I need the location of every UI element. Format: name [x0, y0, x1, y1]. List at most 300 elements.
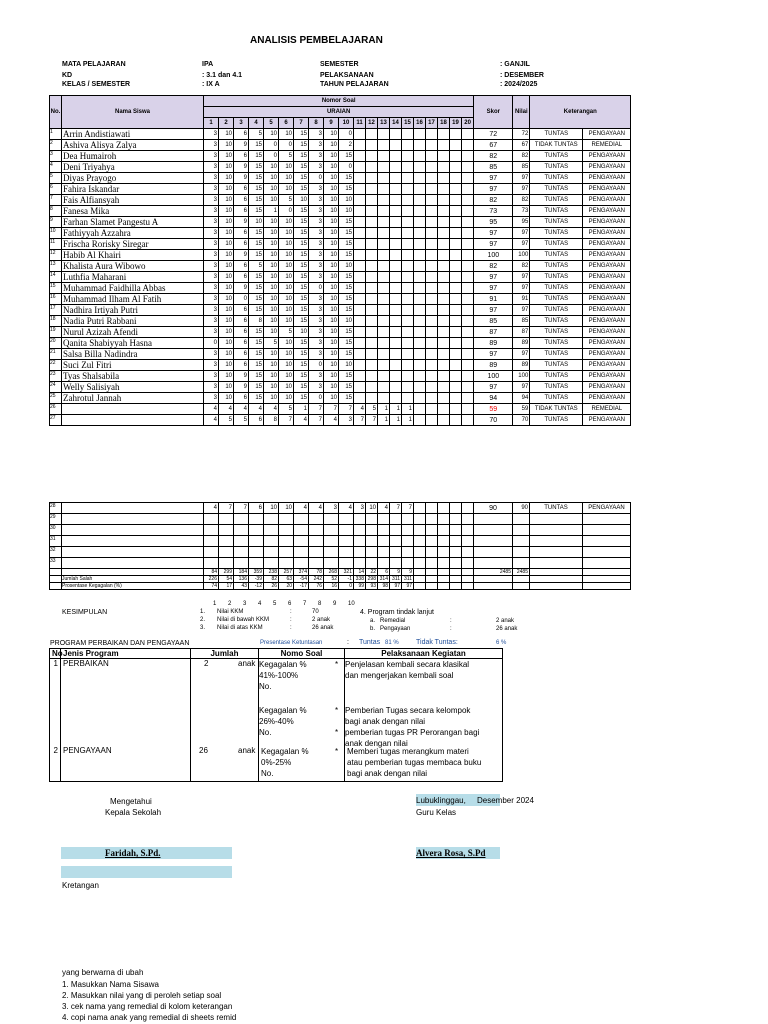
- kesimpulan-value: 70: [312, 609, 319, 615]
- presentase-label: Presentase Ketuntasan: [260, 640, 323, 646]
- score-cell: 10: [264, 184, 279, 195]
- program-num: a.: [370, 618, 376, 624]
- score-cell: [402, 338, 414, 349]
- score-cell: 10: [324, 206, 339, 217]
- tahun-value: : 2024/2025: [500, 81, 538, 88]
- score-cell: 3: [204, 250, 219, 261]
- nilai-cell: 82: [513, 261, 530, 272]
- score-cell: [450, 338, 462, 349]
- note-item: 4. copi nama anak yang remedial di sheets remid: [62, 1013, 237, 1022]
- tahun-label: TAHUN PELAJARAN: [320, 81, 389, 88]
- score-cell: 3: [309, 129, 324, 140]
- score-cell: [402, 536, 414, 547]
- kesimpulan-colon: :: [290, 617, 292, 623]
- nilai-cell: 70: [513, 415, 530, 426]
- score-cell: 0: [234, 294, 249, 305]
- score-cell: 10: [279, 272, 294, 283]
- score-cell: [366, 283, 378, 294]
- score-cell: 10: [264, 173, 279, 184]
- score-cell: [309, 558, 324, 569]
- score-cell: [414, 316, 426, 327]
- skor-cell: 85: [474, 316, 513, 327]
- summary-cell: [438, 569, 450, 576]
- summary-cell: 136: [234, 576, 249, 583]
- prog-row2-anak: anak: [238, 745, 256, 755]
- score-cell: 15: [339, 250, 354, 261]
- score-cell: 10: [264, 162, 279, 173]
- score-cell: [378, 261, 390, 272]
- nilai-cell: 97: [513, 173, 530, 184]
- row-number: 16: [50, 294, 62, 305]
- soal-number-header: 14: [390, 118, 402, 129]
- summary-cell: 338: [354, 576, 366, 583]
- score-cell: [414, 140, 426, 151]
- score-cell: [354, 206, 366, 217]
- soal-number-header: 8: [309, 118, 324, 129]
- keterangan-status: TIDAK TUNTAS: [530, 404, 583, 415]
- score-cell: [354, 349, 366, 360]
- row-number: 19: [50, 327, 62, 338]
- summary-cell: 374: [294, 569, 309, 576]
- student-name: Nadia Putri Rabbani: [62, 316, 204, 327]
- score-cell: [426, 261, 438, 272]
- score-cell: 3: [204, 184, 219, 195]
- score-cell: [390, 250, 402, 261]
- row-number: 31: [50, 536, 62, 547]
- score-cell: [354, 316, 366, 327]
- score-cell: [402, 371, 414, 382]
- score-cell: [438, 360, 450, 371]
- score-cell: [462, 371, 474, 382]
- score-cell: 10: [219, 294, 234, 305]
- keterangan-program: REMEDIAL: [583, 140, 631, 151]
- summary-cell: [462, 569, 474, 576]
- score-cell: 10: [264, 382, 279, 393]
- score-cell: 15: [339, 239, 354, 250]
- score-cell: [390, 316, 402, 327]
- score-cell: 3: [309, 349, 324, 360]
- score-cell: [402, 294, 414, 305]
- program-colon: :: [450, 618, 452, 624]
- score-cell: 15: [339, 305, 354, 316]
- score-cell: 3: [204, 316, 219, 327]
- row-number: 26: [50, 404, 62, 415]
- score-cell: 9: [234, 162, 249, 173]
- score-cell: [354, 393, 366, 404]
- score-cell: 3: [324, 503, 339, 514]
- guru-name: Alvera Rosa, S.Pd: [416, 848, 486, 858]
- summary-cell: [450, 576, 462, 583]
- nilai-cell: 72: [513, 129, 530, 140]
- soal-number-footer-item: 1: [213, 601, 217, 607]
- score-cell: 15: [294, 239, 309, 250]
- score-cell: 7: [234, 503, 249, 514]
- score-cell: 1: [264, 206, 279, 217]
- soal-number-header: 10: [339, 118, 354, 129]
- score-cell: 10: [339, 316, 354, 327]
- score-cell: 9: [234, 173, 249, 184]
- score-cell: [402, 206, 414, 217]
- row-number: 21: [50, 349, 62, 360]
- score-cell: [402, 184, 414, 195]
- row-number: 15: [50, 283, 62, 294]
- score-cell: [450, 261, 462, 272]
- score-cell: [234, 558, 249, 569]
- score-cell: [402, 228, 414, 239]
- student-name: Nurul Azizah Afendi: [62, 327, 204, 338]
- skor-cell: 97: [474, 283, 513, 294]
- keterangan-program: PENGAYAAN: [583, 173, 631, 184]
- score-cell: [219, 514, 234, 525]
- score-cell: [264, 525, 279, 536]
- row-number: 3: [50, 151, 62, 162]
- score-cell: [354, 239, 366, 250]
- table-row: [50, 349, 631, 360]
- score-cell: [426, 305, 438, 316]
- score-cell: [450, 195, 462, 206]
- keterangan-program: REMEDIAL: [583, 404, 631, 415]
- summary-empty: [530, 583, 583, 590]
- score-cell: 10: [264, 371, 279, 382]
- score-cell: [354, 272, 366, 283]
- score-cell: [378, 349, 390, 360]
- score-cell: [366, 514, 378, 525]
- score-cell: [414, 349, 426, 360]
- keterangan-program: PENGAYAAN: [583, 239, 631, 250]
- summary-cell: 93: [366, 583, 378, 590]
- score-cell: [414, 217, 426, 228]
- score-cell: 6: [234, 393, 249, 404]
- student-name: Nadhira Irtiyah Putri: [62, 305, 204, 316]
- prog-row2-ket: Memberi tugas merangkum materi atau pemberian tugas membaca buku bagi anak dengan nilai: [347, 746, 482, 778]
- skor-cell: 97: [474, 272, 513, 283]
- summary-cell: 321: [339, 569, 354, 576]
- score-cell: 15: [339, 393, 354, 404]
- nilai-cell: 95: [513, 217, 530, 228]
- score-cell: 9: [234, 283, 249, 294]
- score-cell: [414, 173, 426, 184]
- summary-cell: [462, 576, 474, 583]
- row-number: 7: [50, 195, 62, 206]
- score-cell: 10: [279, 261, 294, 272]
- score-cell: 15: [249, 371, 264, 382]
- soal-number-footer-item: 10: [348, 601, 355, 607]
- score-cell: [462, 173, 474, 184]
- kesimpulan-colon: :: [290, 609, 292, 615]
- student-name: [62, 404, 204, 415]
- keterangan-program: PENGAYAAN: [583, 195, 631, 206]
- score-cell: 15: [339, 272, 354, 283]
- table-row: [50, 195, 631, 206]
- score-cell: [390, 129, 402, 140]
- score-cell: 15: [249, 162, 264, 173]
- nilai-cell: [513, 547, 530, 558]
- score-cell: [426, 382, 438, 393]
- score-cell: 10: [279, 228, 294, 239]
- nilai-cell: 97: [513, 272, 530, 283]
- score-cell: [390, 283, 402, 294]
- pelaksanaan-label: PELAKSANAAN: [320, 72, 374, 79]
- score-cell: [462, 239, 474, 250]
- score-cell: [294, 547, 309, 558]
- score-cell: [438, 536, 450, 547]
- score-cell: 3: [204, 206, 219, 217]
- score-cell: [402, 558, 414, 569]
- score-cell: 10: [219, 327, 234, 338]
- student-name: Ashiva Alisya Zalya: [62, 140, 204, 151]
- score-cell: 15: [249, 294, 264, 305]
- row-number: 24: [50, 382, 62, 393]
- summary-cell: [438, 576, 450, 583]
- summary-cell: 82: [264, 576, 279, 583]
- score-cell: 10: [279, 503, 294, 514]
- soal-number-header: 11: [354, 118, 366, 129]
- score-cell: 10: [219, 151, 234, 162]
- score-cell: [414, 305, 426, 316]
- score-cell: [462, 349, 474, 360]
- score-cell: 0: [264, 151, 279, 162]
- kepala-sekolah-label: Kepala Sekolah: [105, 808, 162, 817]
- table-row: [50, 261, 631, 272]
- score-cell: [390, 173, 402, 184]
- keterangan-status: TUNTAS: [530, 162, 583, 173]
- score-cell: [390, 239, 402, 250]
- score-cell: [354, 536, 366, 547]
- score-cell: [414, 393, 426, 404]
- score-cell: [390, 382, 402, 393]
- score-cell: 10: [279, 349, 294, 360]
- skor-cell: 97: [474, 173, 513, 184]
- score-cell: [462, 415, 474, 426]
- score-cell: 5: [219, 415, 234, 426]
- score-cell: [354, 382, 366, 393]
- score-cell: 15: [249, 250, 264, 261]
- score-cell: [249, 547, 264, 558]
- score-cell: [390, 360, 402, 371]
- keterangan-status: TUNTAS: [530, 316, 583, 327]
- student-name: Muhammad Ilham Al Fatih: [62, 294, 204, 305]
- score-cell: [354, 250, 366, 261]
- score-cell: 0: [279, 140, 294, 151]
- score-cell: 3: [309, 162, 324, 173]
- summary-nilai: 2485: [513, 569, 530, 576]
- score-cell: [402, 514, 414, 525]
- score-cell: [426, 371, 438, 382]
- skor-cell: 70: [474, 415, 513, 426]
- score-cell: 10: [279, 184, 294, 195]
- score-cell: 6: [234, 129, 249, 140]
- nilai-cell: [513, 514, 530, 525]
- score-cell: 10: [339, 261, 354, 272]
- score-cell: 10: [219, 228, 234, 239]
- student-name: [62, 558, 204, 569]
- score-cell: 10: [264, 272, 279, 283]
- score-cell: [462, 360, 474, 371]
- table-row: [50, 294, 631, 305]
- score-cell: 3: [204, 305, 219, 316]
- score-cell: 1: [402, 404, 414, 415]
- score-cell: 15: [339, 151, 354, 162]
- score-cell: 10: [279, 250, 294, 261]
- score-cell: 10: [279, 305, 294, 316]
- signature-date: Desember 2024: [477, 796, 534, 805]
- score-cell: [378, 558, 390, 569]
- summary-cell: 242: [309, 576, 324, 583]
- score-cell: [402, 349, 414, 360]
- score-cell: [354, 184, 366, 195]
- score-cell: [438, 547, 450, 558]
- score-cell: [462, 184, 474, 195]
- skor-cell: 72: [474, 129, 513, 140]
- skor-cell: 59: [474, 404, 513, 415]
- score-cell: [204, 536, 219, 547]
- score-cell: [402, 250, 414, 261]
- score-cell: [450, 228, 462, 239]
- nilai-cell: 73: [513, 206, 530, 217]
- table-row: [50, 503, 631, 514]
- score-cell: [366, 305, 378, 316]
- keterangan-status: TUNTAS: [530, 305, 583, 316]
- score-cell: 4: [309, 503, 324, 514]
- score-cell: [414, 338, 426, 349]
- score-cell: 3: [204, 261, 219, 272]
- score-cell: [378, 371, 390, 382]
- score-cell: [414, 415, 426, 426]
- score-cell: [426, 195, 438, 206]
- prog-row1-no: 1: [50, 659, 61, 746]
- score-cell: 1: [402, 415, 414, 426]
- score-cell: [462, 283, 474, 294]
- skor-cell: 89: [474, 338, 513, 349]
- score-cell: 3: [204, 173, 219, 184]
- score-cell: [354, 261, 366, 272]
- program-label: Remedial: [380, 618, 406, 624]
- score-cell: 4: [219, 404, 234, 415]
- score-cell: [438, 404, 450, 415]
- soal-number-header: 17: [426, 118, 438, 129]
- kesimpulan-label: Nilai di atas KKM: [217, 625, 263, 631]
- score-cell: [378, 382, 390, 393]
- score-cell: 1: [378, 415, 390, 426]
- score-cell: 15: [339, 184, 354, 195]
- score-cell: 15: [294, 294, 309, 305]
- score-cell: 10: [219, 217, 234, 228]
- score-cell: [450, 349, 462, 360]
- table-row: [50, 316, 631, 327]
- row-number: 14: [50, 272, 62, 283]
- score-cell: [366, 184, 378, 195]
- score-cell: [354, 195, 366, 206]
- prog-row1-ket-b: Pemberian Tugas secara kelompok bagi anak dengan nilai: [345, 706, 471, 726]
- soal-number-footer: [203, 600, 353, 608]
- keterangan-status: [530, 547, 583, 558]
- summary-cell: 74: [204, 583, 219, 590]
- score-cell: 10: [324, 162, 339, 173]
- score-cell: 10: [279, 316, 294, 327]
- soal-number-footer-item: 6: [288, 601, 292, 607]
- soal-number-header: 15: [402, 118, 414, 129]
- score-cell: 6: [234, 349, 249, 360]
- keterangan-status: [530, 558, 583, 569]
- soal-number-header: 2: [219, 118, 234, 129]
- score-cell: [450, 393, 462, 404]
- score-cell: [378, 514, 390, 525]
- score-cell: [462, 228, 474, 239]
- bullet-star: *: [335, 746, 339, 756]
- score-cell: 10: [279, 294, 294, 305]
- soal-number-footer-item: 4: [258, 601, 262, 607]
- score-cell: [390, 294, 402, 305]
- table-row: [50, 558, 631, 569]
- score-cell: 4: [324, 415, 339, 426]
- summary-cell: 26: [264, 583, 279, 590]
- summary-row: [50, 576, 631, 583]
- keterangan-status: TUNTAS: [530, 250, 583, 261]
- score-cell: 10: [219, 195, 234, 206]
- score-cell: [390, 140, 402, 151]
- score-cell: 3: [204, 217, 219, 228]
- skor-cell: 82: [474, 195, 513, 206]
- note-item: 3. cek nama yang remedial di kolom keterangan: [62, 1002, 233, 1011]
- score-cell: [354, 173, 366, 184]
- summary-cell: 84: [204, 569, 219, 576]
- score-cell: 3: [204, 382, 219, 393]
- score-cell: 10: [324, 327, 339, 338]
- score-cell: 10: [219, 261, 234, 272]
- score-cell: [462, 536, 474, 547]
- score-cell: [249, 525, 264, 536]
- score-cell: [462, 129, 474, 140]
- score-cell: [390, 349, 402, 360]
- score-cell: 10: [264, 195, 279, 206]
- score-cell: 1: [294, 404, 309, 415]
- kesimpulan-item: [200, 608, 350, 616]
- score-cell: 4: [378, 503, 390, 514]
- score-cell: [378, 294, 390, 305]
- summary-cell: 226: [204, 576, 219, 583]
- summary-no: [50, 576, 62, 583]
- score-cell: 3: [204, 195, 219, 206]
- keterangan-program: PENGAYAAN: [583, 371, 631, 382]
- score-cell: [390, 228, 402, 239]
- score-cell: 10: [324, 217, 339, 228]
- guru-kelas-label: Guru Kelas: [416, 808, 457, 817]
- score-cell: 0: [339, 129, 354, 140]
- score-cell: 3: [309, 184, 324, 195]
- score-cell: [366, 349, 378, 360]
- score-cell: 10: [279, 338, 294, 349]
- score-cell: [402, 272, 414, 283]
- score-cell: [378, 305, 390, 316]
- table-row: [50, 239, 631, 250]
- score-cell: 15: [249, 305, 264, 316]
- score-cell: [414, 503, 426, 514]
- keterangan-status: TUNTAS: [530, 272, 583, 283]
- score-cell: 3: [204, 327, 219, 338]
- skor-cell: 67: [474, 140, 513, 151]
- score-cell: 15: [294, 261, 309, 272]
- score-cell: [378, 547, 390, 558]
- score-cell: 10: [264, 503, 279, 514]
- score-cell: 4: [294, 503, 309, 514]
- score-cell: 6: [234, 272, 249, 283]
- score-cell: [366, 371, 378, 382]
- score-cell: [438, 415, 450, 426]
- summary-cell: 0: [339, 583, 354, 590]
- table-row: [50, 525, 631, 536]
- score-cell: [426, 415, 438, 426]
- score-cell: 10: [324, 371, 339, 382]
